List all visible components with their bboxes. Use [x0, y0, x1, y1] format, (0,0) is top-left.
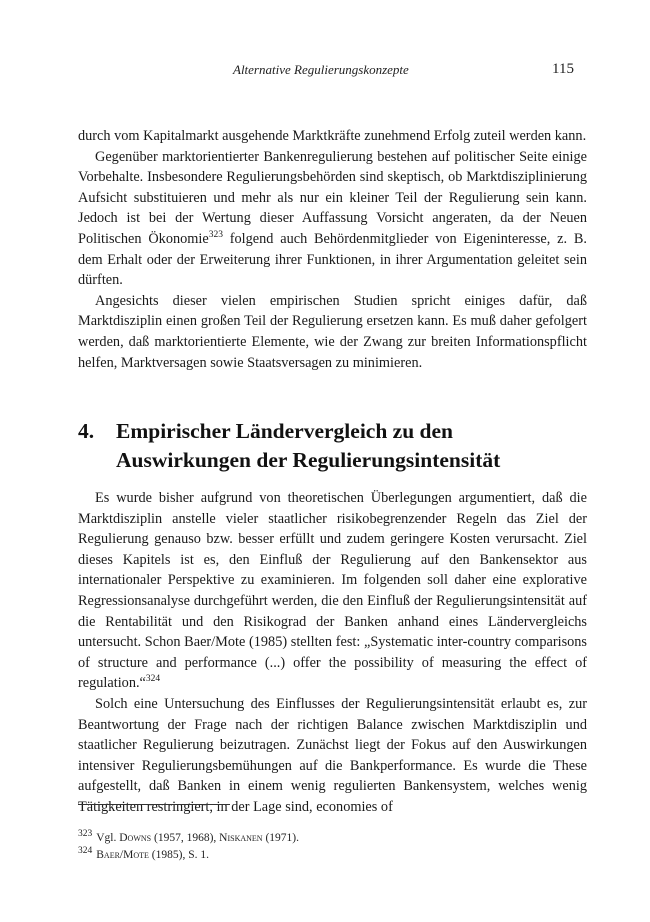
paragraph: Solch eine Untersuchung des Einflusses der Regulierungsintensität erlaubt es, zur Beantwortung der Frage nach der richtigen Balance zwischen Marktdisziplin und staatlicher Regulierung beizutragen. Zunächst liegt der Fokus auf den Auswirkungen intensiver Regulierungsbemühungen auf die Bankperformance. Es wurde die These aufgestellt, daß Banken in einem wenig regulierten Bankensystem, welches wenig Tätigkeiten restringiert, in der Lage sind, economies of — [78, 695, 587, 815]
footnote-ref[interactable]: 323 — [208, 230, 223, 241]
paragraph — [78, 488, 587, 694]
footnote-author: Niskanen — [219, 832, 263, 844]
section-title-line: Auswirkungen der Regulierungsintensität — [116, 448, 501, 472]
section-heading — [78, 417, 598, 475]
section-number: 4. — [78, 419, 95, 443]
paragraph: Angesichts dieser vielen empirischen Studien spricht einiges dafür, daß Marktdisziplin einen großen Teil der Regulierung ersetzen kann. Es muß daher gefolgert werden, daß marktorientierte Elemente, wie der Zwang zur breiten Informationspflicht helfen, Marktversagen sowie Staatsversagen zu minimieren. — [78, 292, 587, 371]
section-title-line: Empirischer Ländervergleich zu den — [116, 419, 454, 443]
footnote-author: Baer/Mote — [96, 849, 149, 861]
paragraph-text: Gegenüber marktorientierter Bankenregulierung bestehen auf politischer Seite einige Vorbehalte. Insbesondere Regulierungsbehörden sind skeptisch, ob Marktdisziplinierung Aufsicht substituieren und mehr als nur ein kleiner Teil der Regulierung sein kann. Jedoch ist bei der Wertung dieser Auffassung Vorsicht angeraten, da der Neuen Politischen Ökonomie — [78, 148, 587, 247]
body-text-bottom — [78, 488, 587, 818]
footnote — [78, 847, 587, 864]
running-header — [0, 62, 650, 82]
paragraph — [78, 147, 587, 291]
footnote-mark: 324 — [78, 846, 93, 857]
body-text-top — [78, 126, 587, 373]
footnote-author: Downs — [119, 832, 152, 844]
running-title: Alternative Regulierungskonzepte — [233, 62, 409, 77]
paragraph-text: Es wurde bisher aufgrund von theoretischen Überlegungen argumentiert, daß die Marktdisziplin anstelle vieler staatlicher risikobegrenzender Regeln das Ziel der Regulierung genauso bzw. besser erfüllt und zudem geringere Kosten verursacht. Ziel dieses Kapitels ist es, den Einfluß der Regulierung auf den Bankensektor aus internationaler Perspektive zu examinieren. Im folgenden soll daher eine explorative Regressionsanalyse durchgeführt werden, die den Einfluß der Regulierungsintensität auf die Rentabilität und den Risikograd der Banken anhand eines Ländervergleichs untersucht. Schon Baer/Mote (1985) stellten fest: „Systematic inter-country comparisons of structure and performance (...) offer the possibility of measuring the effect of regulation.“ — [78, 490, 587, 692]
paragraph: durch vom Kapitalmarkt ausgehende Marktkräfte zunehmend Erfolg zuteil werden kann. — [78, 128, 587, 144]
footnote-text: (1985), S. 1. — [148, 849, 209, 861]
footnote-divider — [78, 804, 230, 805]
page-number: 115 — [552, 61, 574, 77]
footnote-ref[interactable]: 324 — [145, 674, 161, 685]
footnote — [78, 830, 587, 847]
footnote-mark: 323 — [78, 829, 93, 840]
footnote-text: Vgl. — [96, 832, 120, 844]
footnote-text: (1971). — [262, 832, 300, 844]
paragraph-text: folgend auch Behördenmitglieder von Eigeninteresse, z. B. dem Erhalt oder der Erweiterung ihrer Funktionen, in ihrer Argumentation geleitet sein dürften. — [78, 230, 587, 289]
footnote-text: (1957, 1968), — [151, 832, 220, 844]
footnotes — [78, 830, 587, 864]
